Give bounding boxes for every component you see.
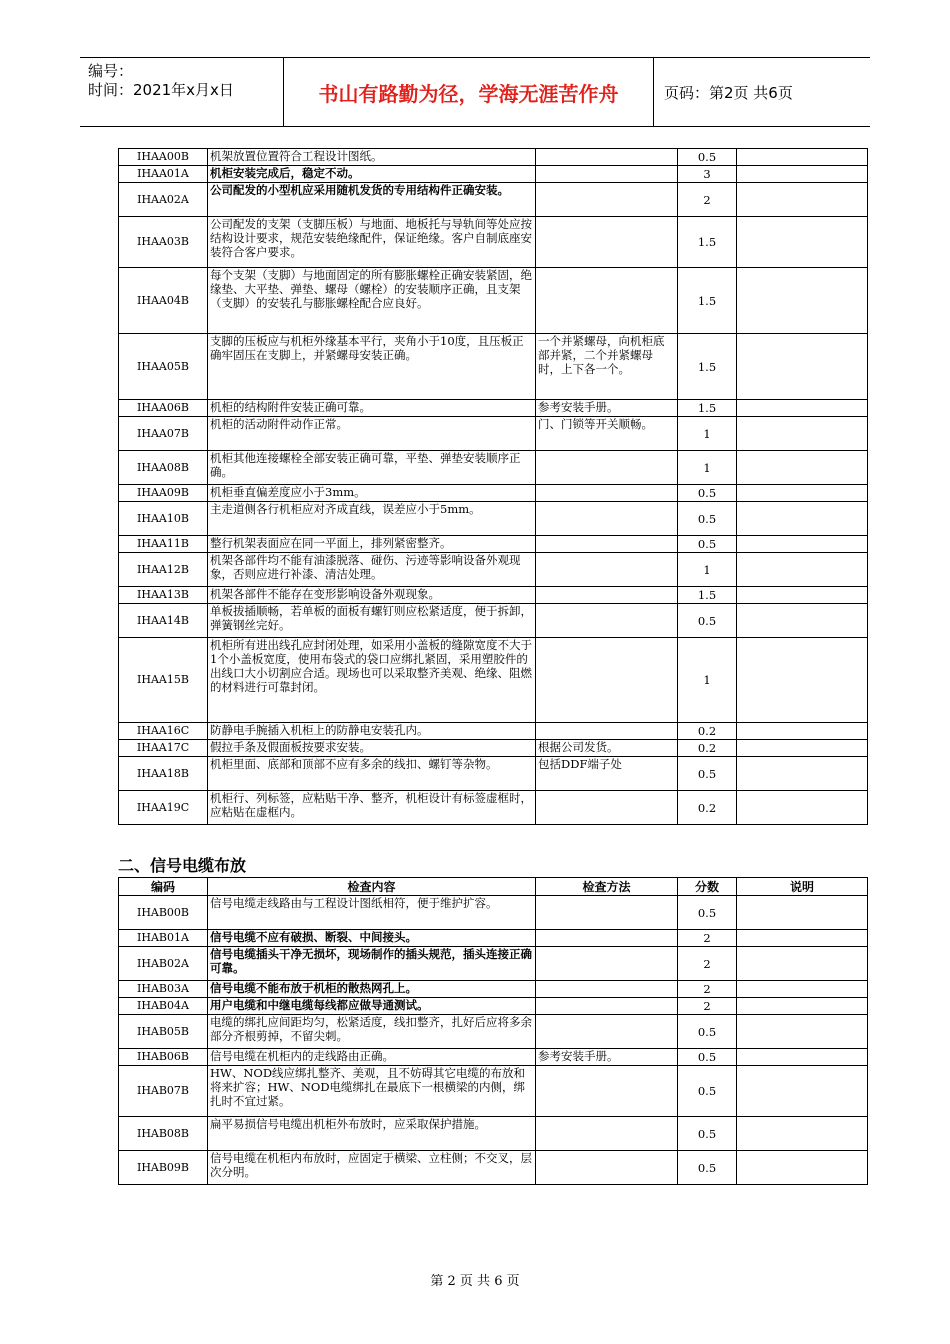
cell-code: IHAA18B <box>119 757 208 791</box>
cell-score: 1.5 <box>678 587 737 604</box>
cell-note <box>737 485 868 502</box>
header-page-label: 页码：第2页 共6页 <box>664 84 793 102</box>
table-row <box>119 417 868 451</box>
cell-content: 防静电手腕插入机柜上的防静电安装孔内。 <box>208 723 536 740</box>
table-row <box>119 757 868 791</box>
cell-score: 0.5 <box>678 1066 737 1117</box>
cell-code: IHAA13B <box>119 587 208 604</box>
cell-method <box>536 166 678 183</box>
cell-code: IHAA11B <box>119 536 208 553</box>
cell-score: 1.5 <box>678 217 737 268</box>
cell-method: 根据公司发货。 <box>536 740 678 757</box>
cell-code: IHAA15B <box>119 638 208 723</box>
cell-score: 1 <box>678 553 737 587</box>
table-row <box>119 587 868 604</box>
install-check-table <box>118 148 868 825</box>
cell-code: IHAA09B <box>119 485 208 502</box>
table-row <box>119 638 868 723</box>
cell-note <box>737 149 868 166</box>
cell-method <box>536 268 678 334</box>
cell-content: HW、NOD线应绑扎整齐、美观，且不妨碍其它电缆的布放和将来扩容；HW、NOD电缆绑扎在最底下一根横梁的内侧，绑扎时不宜过紧。 <box>208 1066 536 1117</box>
cell-content: 信号电缆走线路由与工程设计图纸相符，便于维护扩容。 <box>208 896 536 930</box>
cell-method <box>536 981 678 998</box>
cell-score: 2 <box>678 981 737 998</box>
table-row <box>119 930 868 947</box>
cell-content: 信号电缆在机柜内的走线路由正确。 <box>208 1049 536 1066</box>
cell-code: IHAB09B <box>119 1151 208 1185</box>
header-divider <box>653 58 654 126</box>
cell-note <box>737 1015 868 1049</box>
cell-code: IHAA06B <box>119 400 208 417</box>
cell-content: 信号电缆在机柜内布放时，应固定于横梁、立柱侧；不交叉，层次分明。 <box>208 1151 536 1185</box>
cell-content: 支脚的压板应与机柜外缘基本平行，夹角小于10度，且压板正确牢固压在支脚上，并紧螺母安装正确。 <box>208 334 536 400</box>
table-row <box>119 1015 868 1049</box>
cell-note <box>737 1066 868 1117</box>
cell-note <box>737 183 868 217</box>
cell-code: IHAB03A <box>119 981 208 998</box>
cell-code: IHAB00B <box>119 896 208 930</box>
cell-note <box>737 947 868 981</box>
cell-score: 1.5 <box>678 400 737 417</box>
cell-score: 1.5 <box>678 268 737 334</box>
cell-score: 0.5 <box>678 604 737 638</box>
cell-score: 0.2 <box>678 723 737 740</box>
cell-code: IHAB04A <box>119 998 208 1015</box>
cell-note <box>737 981 868 998</box>
cell-method <box>536 930 678 947</box>
cell-score: 1 <box>678 451 737 485</box>
cell-code: IHAB08B <box>119 1117 208 1151</box>
table-row <box>119 791 868 825</box>
cell-method: 参考安装手册。 <box>536 400 678 417</box>
cell-code: IHAA00B <box>119 149 208 166</box>
table-row <box>119 183 868 217</box>
cell-score: 0.5 <box>678 1015 737 1049</box>
table-row <box>119 149 868 166</box>
cell-score: 0.5 <box>678 149 737 166</box>
cell-content: 机架各部件均不能有油漆脱落、碰伤、污迹等影响设备外观现象，否则应进行补漆、清洁处理。 <box>208 553 536 587</box>
cell-note <box>737 166 868 183</box>
table-row <box>119 268 868 334</box>
table-row <box>119 217 868 268</box>
cell-note <box>737 417 868 451</box>
table-row <box>119 998 868 1015</box>
cell-code: IHAB07B <box>119 1066 208 1117</box>
cell-code: IHAA05B <box>119 334 208 400</box>
cell-content: 主走道侧各行机柜应对齐成直线，误差应小于5mm。 <box>208 502 536 536</box>
cell-content: 信号电缆插头干净无损坏，现场制作的插头规范，插头连接正确可靠。 <box>208 947 536 981</box>
cell-content: 用户电缆和中继电缆每线都应做导通测试。 <box>208 998 536 1015</box>
cell-content: 公司配发的小型机应采用随机发货的专用结构件正确安装。 <box>208 183 536 217</box>
cell-method <box>536 947 678 981</box>
table-row <box>119 947 868 981</box>
cell-note <box>737 723 868 740</box>
cell-method <box>536 183 678 217</box>
cell-note <box>737 1151 868 1185</box>
cell-score: 2 <box>678 183 737 217</box>
cell-code: IHAA19C <box>119 791 208 825</box>
header-content: 检查内容 <box>208 878 536 896</box>
cell-code: IHAA12B <box>119 553 208 587</box>
table-row <box>119 981 868 998</box>
table-row <box>119 1066 868 1117</box>
cell-note <box>737 998 868 1015</box>
cell-content: 机架各部件不能存在变形影响设备外观现象。 <box>208 587 536 604</box>
cell-score: 0.5 <box>678 1049 737 1066</box>
cell-score: 2 <box>678 998 737 1015</box>
cell-content: 机柜垂直偏差度应小于3mm。 <box>208 485 536 502</box>
cell-method <box>536 451 678 485</box>
cell-note <box>737 268 868 334</box>
cell-content: 扁平易损信号电缆出机柜外布放时，应采取保护措施。 <box>208 1117 536 1151</box>
cell-score: 0.5 <box>678 485 737 502</box>
cell-code: IHAA08B <box>119 451 208 485</box>
cell-method <box>536 536 678 553</box>
table-row <box>119 1117 868 1151</box>
cell-method <box>536 587 678 604</box>
cell-score: 0.2 <box>678 740 737 757</box>
cell-method <box>536 998 678 1015</box>
cell-method <box>536 1151 678 1185</box>
cell-score: 0.5 <box>678 536 737 553</box>
cell-method <box>536 502 678 536</box>
cell-note <box>737 587 868 604</box>
cell-code: IHAA10B <box>119 502 208 536</box>
cell-method <box>536 149 678 166</box>
cell-note <box>737 451 868 485</box>
cell-code: IHAA04B <box>119 268 208 334</box>
signal-cable-check-table <box>118 877 868 1185</box>
cell-content: 机柜的结构附件安装正确可靠。 <box>208 400 536 417</box>
cell-note <box>737 1117 868 1151</box>
cell-method <box>536 1066 678 1117</box>
table-row <box>119 400 868 417</box>
cell-score: 1 <box>678 638 737 723</box>
cell-content: 信号电缆不应有破损、断裂、中间接头。 <box>208 930 536 947</box>
cell-note <box>737 217 868 268</box>
cell-note <box>737 334 868 400</box>
header-motto: 书山有路勤为径，学海无涯苦作舟 <box>318 82 619 106</box>
cell-method <box>536 553 678 587</box>
table-row <box>119 1151 868 1185</box>
table-header-row <box>119 878 868 896</box>
cell-code: IHAA03B <box>119 217 208 268</box>
cell-content: 机柜的活动附件动作正常。 <box>208 417 536 451</box>
table-row <box>119 485 868 502</box>
cell-method: 参考安装手册。 <box>536 1049 678 1066</box>
cell-code: IHAB05B <box>119 1015 208 1049</box>
cell-score: 0.5 <box>678 896 737 930</box>
cell-note <box>737 638 868 723</box>
cell-method <box>536 638 678 723</box>
table-row <box>119 451 868 485</box>
cell-method: 门、门锁等开关顺畅。 <box>536 417 678 451</box>
cell-method <box>536 723 678 740</box>
cell-note <box>737 553 868 587</box>
cell-method: 一个并紧螺母，向机柜底部并紧，二个并紧螺母时，上下各一个。 <box>536 334 678 400</box>
header-method: 检查方法 <box>536 878 678 896</box>
cell-note <box>737 604 868 638</box>
cell-code: IHAA02A <box>119 183 208 217</box>
cell-note <box>737 896 868 930</box>
cell-content: 机柜其他连接螺栓全部安装正确可靠，平垫、弹垫安装顺序正确。 <box>208 451 536 485</box>
cell-code: IHAB02A <box>119 947 208 981</box>
cell-score: 0.5 <box>678 502 737 536</box>
doc-number-label: 编号： <box>88 62 134 80</box>
section-title: 二、信号电缆布放 <box>118 856 247 875</box>
cell-content: 机架放置位置符合工程设计图纸。 <box>208 149 536 166</box>
cell-score: 0.5 <box>678 1151 737 1185</box>
table-row <box>119 896 868 930</box>
table-row <box>119 740 868 757</box>
cell-content: 假拉手条及假面板按要求安装。 <box>208 740 536 757</box>
cell-method <box>536 604 678 638</box>
cell-score: 3 <box>678 166 737 183</box>
table-row <box>119 166 868 183</box>
cell-code: IHAA07B <box>119 417 208 451</box>
cell-score: 0.5 <box>678 757 737 791</box>
cell-note <box>737 400 868 417</box>
cell-method <box>536 1117 678 1151</box>
cell-score: 1 <box>678 417 737 451</box>
header-score: 分数 <box>678 878 737 896</box>
cell-note <box>737 757 868 791</box>
cell-method <box>536 896 678 930</box>
cell-note <box>737 502 868 536</box>
table-row <box>119 536 868 553</box>
cell-score: 1.5 <box>678 334 737 400</box>
cell-content: 机柜行、列标签，应粘贴干净、整齐，机柜设计有标签虚框时，应粘贴在虚框内。 <box>208 791 536 825</box>
cell-score: 0.5 <box>678 1117 737 1151</box>
cell-score: 2 <box>678 930 737 947</box>
header-note: 说明 <box>737 878 868 896</box>
cell-code: IHAA01A <box>119 166 208 183</box>
doc-time-label: 时间：2021年x月x日 <box>88 81 234 99</box>
table-row <box>119 604 868 638</box>
cell-note <box>737 1049 868 1066</box>
cell-note <box>737 930 868 947</box>
table-row <box>119 334 868 400</box>
cell-content: 机柜安装完成后，稳定不动。 <box>208 166 536 183</box>
cell-method <box>536 217 678 268</box>
cell-method <box>536 485 678 502</box>
header-code: 编码 <box>119 878 208 896</box>
cell-content: 电缆的绑扎应间距均匀，松紧适度，线扣整齐，扎好后应将多余部分齐根剪掉，不留尖刺。 <box>208 1015 536 1049</box>
cell-content: 每个支架（支脚）与地面固定的所有膨胀螺栓正确安装紧固，绝缘垫、大平垫、弹垫、螺母（螺栓）的安装顺序正确，且支架（支脚）的安装孔与膨胀螺栓配合应良好。 <box>208 268 536 334</box>
page-footer: 第 2 页 共 6 页 <box>430 1274 520 1289</box>
cell-score: 2 <box>678 947 737 981</box>
cell-score: 0.2 <box>678 791 737 825</box>
cell-content: 单板拔插顺畅，若单板的面板有螺钉则应松紧适度，便于拆卸，弹簧钢丝完好。 <box>208 604 536 638</box>
cell-code: IHAA17C <box>119 740 208 757</box>
cell-method: 包括DDF端子处 <box>536 757 678 791</box>
cell-content: 机柜所有进出线孔应封闭处理，如采用小盖板的缝隙宽度不大于1个小盖板宽度，使用布袋式的袋口应绑扎紧固，采用塑胶件的出线口大小切割应合适。现场也可以采取整齐美观、绝缘、阻燃的材料进行可靠封闭。 <box>208 638 536 723</box>
cell-note <box>737 791 868 825</box>
cell-note <box>737 740 868 757</box>
cell-content: 公司配发的支架（支脚压板）与地面、地板托与导轨间等处应按结构设计要求，规范安装绝缘配件，保证绝缘。客户自制底座安装符合客户要求。 <box>208 217 536 268</box>
cell-code: IHAB01A <box>119 930 208 947</box>
cell-content: 信号电缆不能布放于机柜的散热网孔上。 <box>208 981 536 998</box>
page-header <box>80 57 870 127</box>
cell-note <box>737 536 868 553</box>
cell-code: IHAA16C <box>119 723 208 740</box>
table-row <box>119 502 868 536</box>
cell-code: IHAA14B <box>119 604 208 638</box>
cell-content: 整行机架表面应在同一平面上，排列紧密整齐。 <box>208 536 536 553</box>
header-meta <box>88 62 234 100</box>
table-row <box>119 553 868 587</box>
cell-content: 机柜里面、底部和顶部不应有多余的线扣、螺钉等杂物。 <box>208 757 536 791</box>
table-row <box>119 1049 868 1066</box>
table-row <box>119 723 868 740</box>
cell-method <box>536 791 678 825</box>
cell-code: IHAB06B <box>119 1049 208 1066</box>
cell-method <box>536 1015 678 1049</box>
